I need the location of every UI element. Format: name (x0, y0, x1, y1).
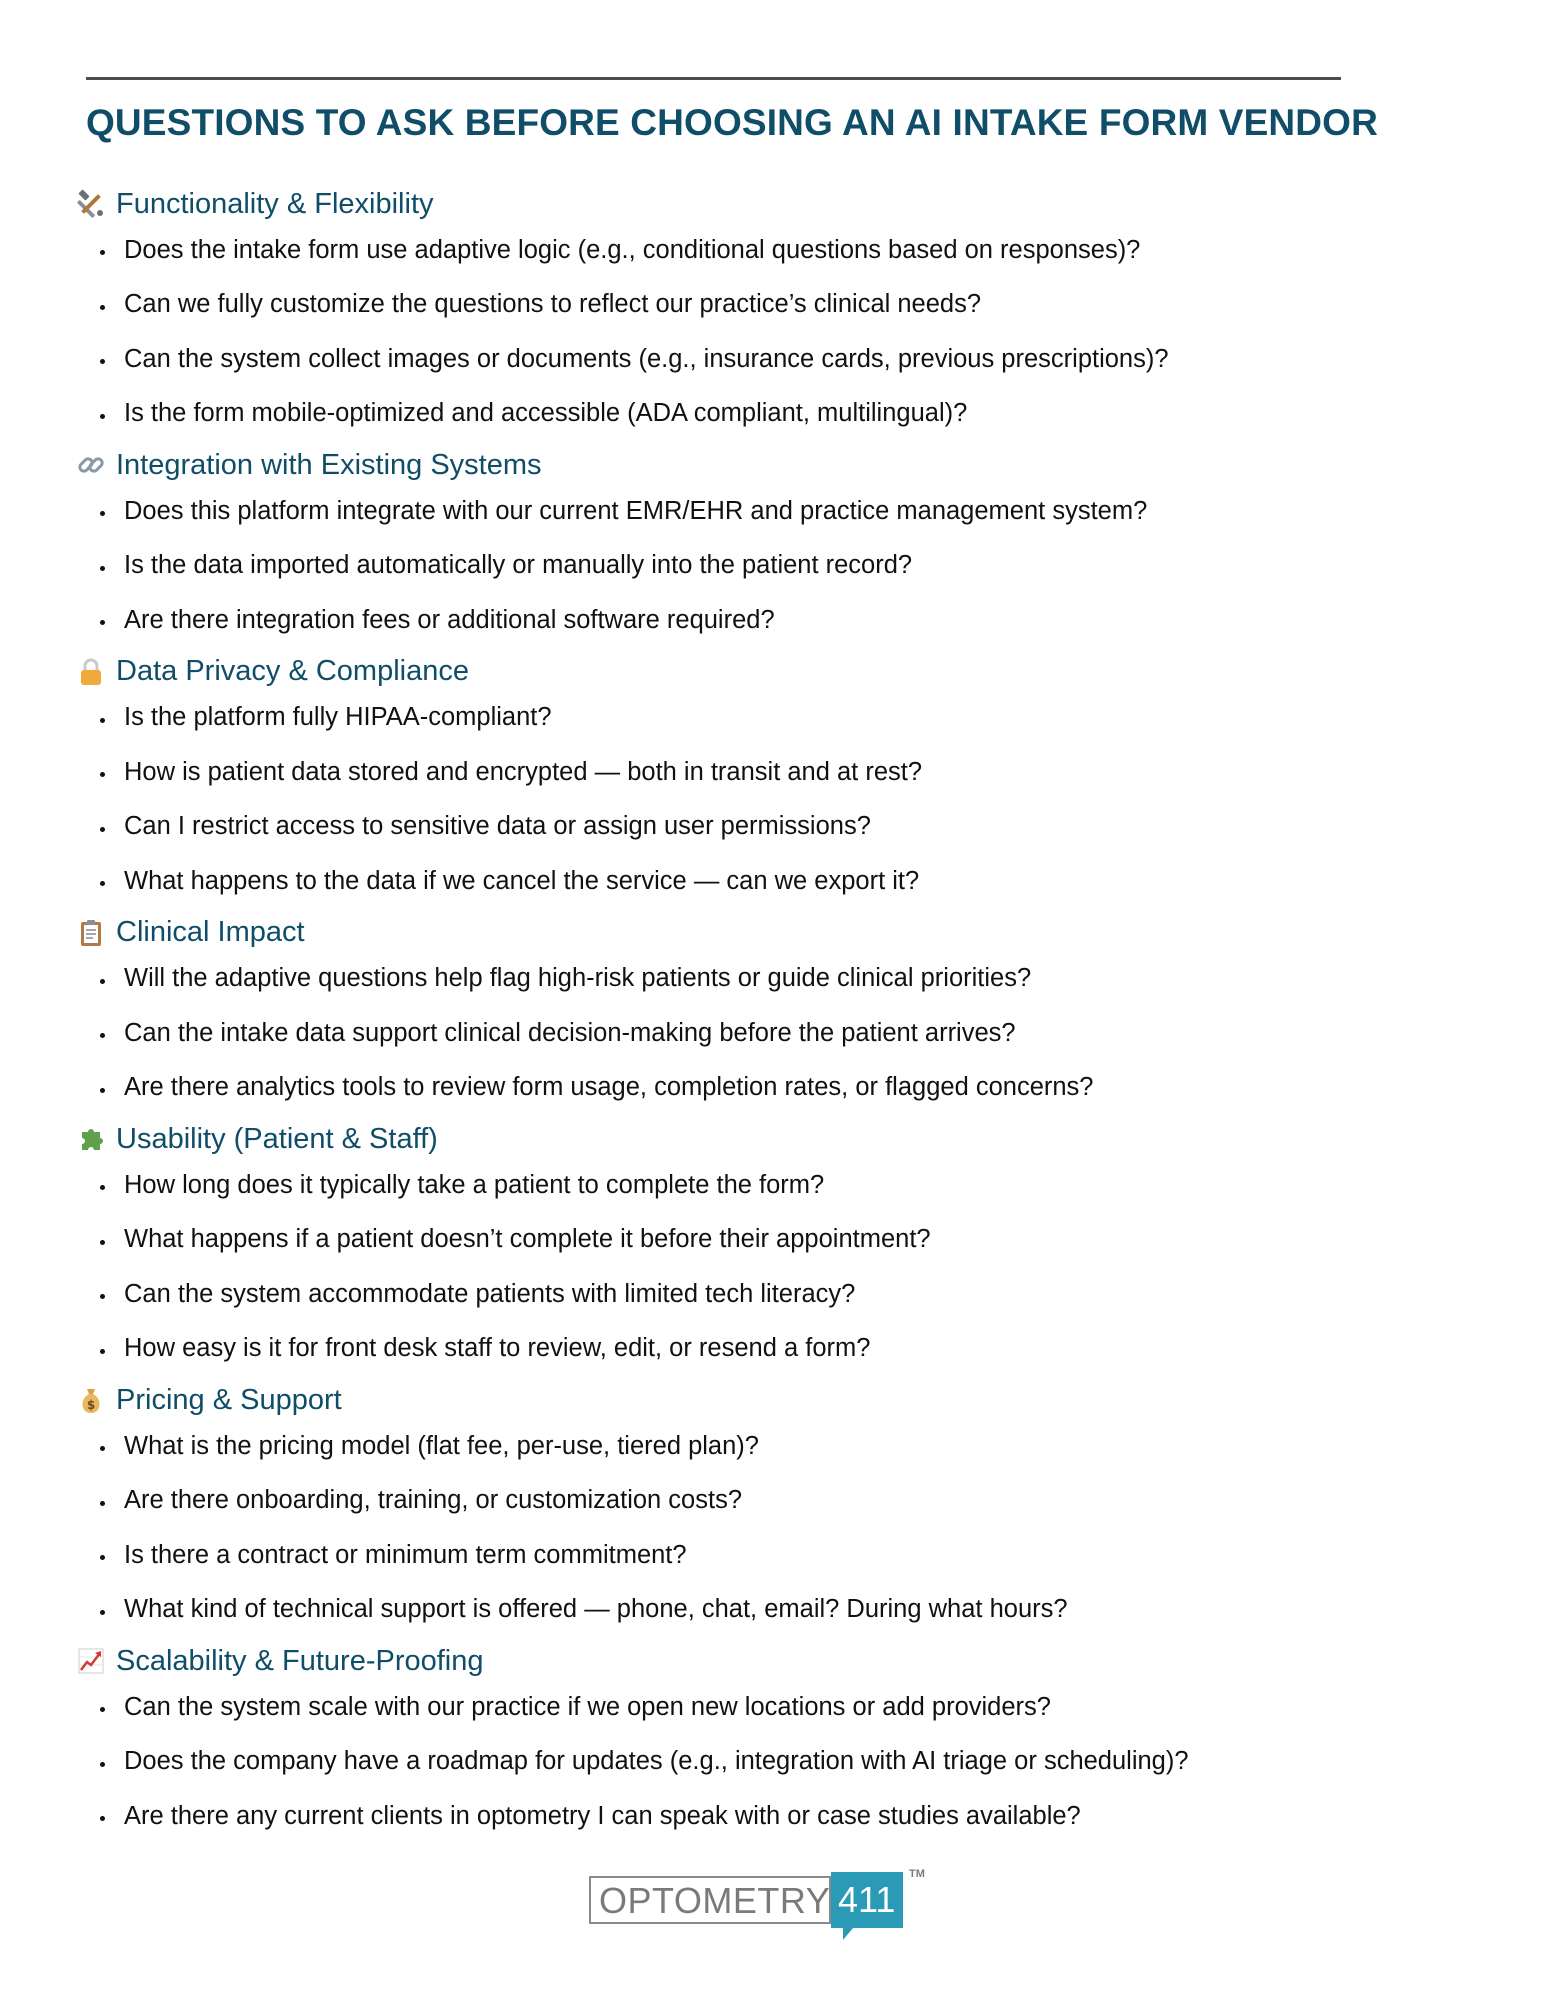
section-heading-data-privacy-and-compliance (76, 653, 1516, 691)
tools-icon (76, 189, 106, 219)
money-bag-icon (76, 1385, 106, 1415)
question-item: How long does it typically take a patient to complete the form? (76, 1158, 1516, 1213)
question-item: Does the company have a roadmap for updates (e.g., integration with AI triage or scheduling)? (76, 1735, 1516, 1790)
question-item: Is the platform fully HIPAA-compliant? (76, 691, 1516, 746)
section-heading-scalability-and-future-proofing (76, 1642, 1516, 1680)
question-item: Does the intake form use adaptive logic (e.g., conditional questions based on responses)? (76, 223, 1516, 278)
question-item: How is patient data stored and encrypted — both in transit and at rest? (76, 745, 1516, 800)
section-heading-functionality-and-flexibility (76, 185, 1516, 223)
top-rule (86, 77, 1341, 80)
question-item: Does this platform integrate with our current EMR/EHR and practice management system? (76, 484, 1516, 539)
question-item: Are there onboarding, training, or customization costs? (76, 1474, 1516, 1529)
question-item: How easy is it for front desk staff to review, edit, or resend a form? (76, 1322, 1516, 1377)
question-sections (76, 185, 1516, 1844)
link-icon (76, 450, 106, 480)
question-item: Is the data imported automatically or manually into the patient record? (76, 539, 1516, 594)
section-heading-integration-with-existing-systems (76, 446, 1516, 484)
section-title: Data Privacy & Compliance (116, 655, 469, 687)
question-list (76, 1158, 1516, 1376)
section-title: Clinical Impact (116, 916, 305, 948)
section-heading-pricing-and-support (76, 1381, 1516, 1419)
question-item: Are there analytics tools to review form usage, completion rates, or flagged concerns? (76, 1061, 1516, 1116)
question-list (76, 223, 1516, 441)
question-list (76, 1680, 1516, 1844)
question-item: Can the system accommodate patients with limited tech literacy? (76, 1267, 1516, 1322)
section-title: Functionality & Flexibility (116, 187, 434, 220)
question-item: Is the form mobile-optimized and accessible (ADA compliant, multilingual)? (76, 387, 1516, 442)
question-item: Are there integration fees or additional software required? (76, 593, 1516, 648)
section-title: Pricing & Support (116, 1383, 342, 1416)
logo-speech-tail (843, 1928, 857, 1940)
optometry-411-logo (589, 1868, 929, 1936)
question-item: Will the adaptive questions help flag high-risk patients or guide clinical priorities? (76, 952, 1516, 1007)
question-item: Can the intake data support clinical decision-making before the patient arrives? (76, 1006, 1516, 1061)
section-title: Usability (Patient & Staff) (116, 1122, 438, 1155)
section-title: Scalability & Future-Proofing (116, 1644, 484, 1677)
logo-word-box (589, 1876, 831, 1924)
question-item: What happens if a patient doesn’t complete it before their appointment? (76, 1213, 1516, 1268)
question-item: What kind of technical support is offered — phone, chat, email? During what hours? (76, 1583, 1516, 1638)
question-item: Can the system scale with our practice if we open new locations or add providers? (76, 1680, 1516, 1735)
lock-icon (76, 657, 106, 687)
logo-number-box (831, 1872, 903, 1928)
section-heading-usability-patient-and-staff (76, 1120, 1516, 1158)
question-list (76, 691, 1516, 909)
clipboard-icon (76, 918, 106, 948)
question-item: Can I restrict access to sensitive data or assign user permissions? (76, 800, 1516, 855)
question-list (76, 952, 1516, 1116)
question-item: Can the system collect images or documents (e.g., insurance cards, previous prescriptions)? (76, 332, 1516, 387)
puzzle-icon (76, 1124, 106, 1154)
section-heading-clinical-impact (76, 914, 1516, 952)
question-list (76, 484, 1516, 648)
logo-number: 411 (838, 1879, 896, 1920)
question-list (76, 1419, 1516, 1637)
logo-word: OPTOMETRY (599, 1880, 831, 1921)
chart-increasing-icon (76, 1646, 106, 1676)
question-item: What happens to the data if we cancel the service — can we export it? (76, 854, 1516, 909)
document-title: QUESTIONS TO ASK BEFORE CHOOSING AN AI INTAKE FORM VENDOR (86, 102, 1378, 143)
section-title: Integration with Existing Systems (116, 448, 542, 481)
question-item: What is the pricing model (flat fee, per-use, tiered plan)? (76, 1419, 1516, 1474)
question-item: Can we fully customize the questions to reflect our practice’s clinical needs? (76, 278, 1516, 333)
svg-text:$: $ (86, 1398, 96, 1412)
question-item: Is there a contract or minimum term commitment? (76, 1528, 1516, 1583)
logo-trademark: TM (909, 1868, 925, 1880)
question-item: Are there any current clients in optometry I can speak with or case studies available? (76, 1789, 1516, 1844)
